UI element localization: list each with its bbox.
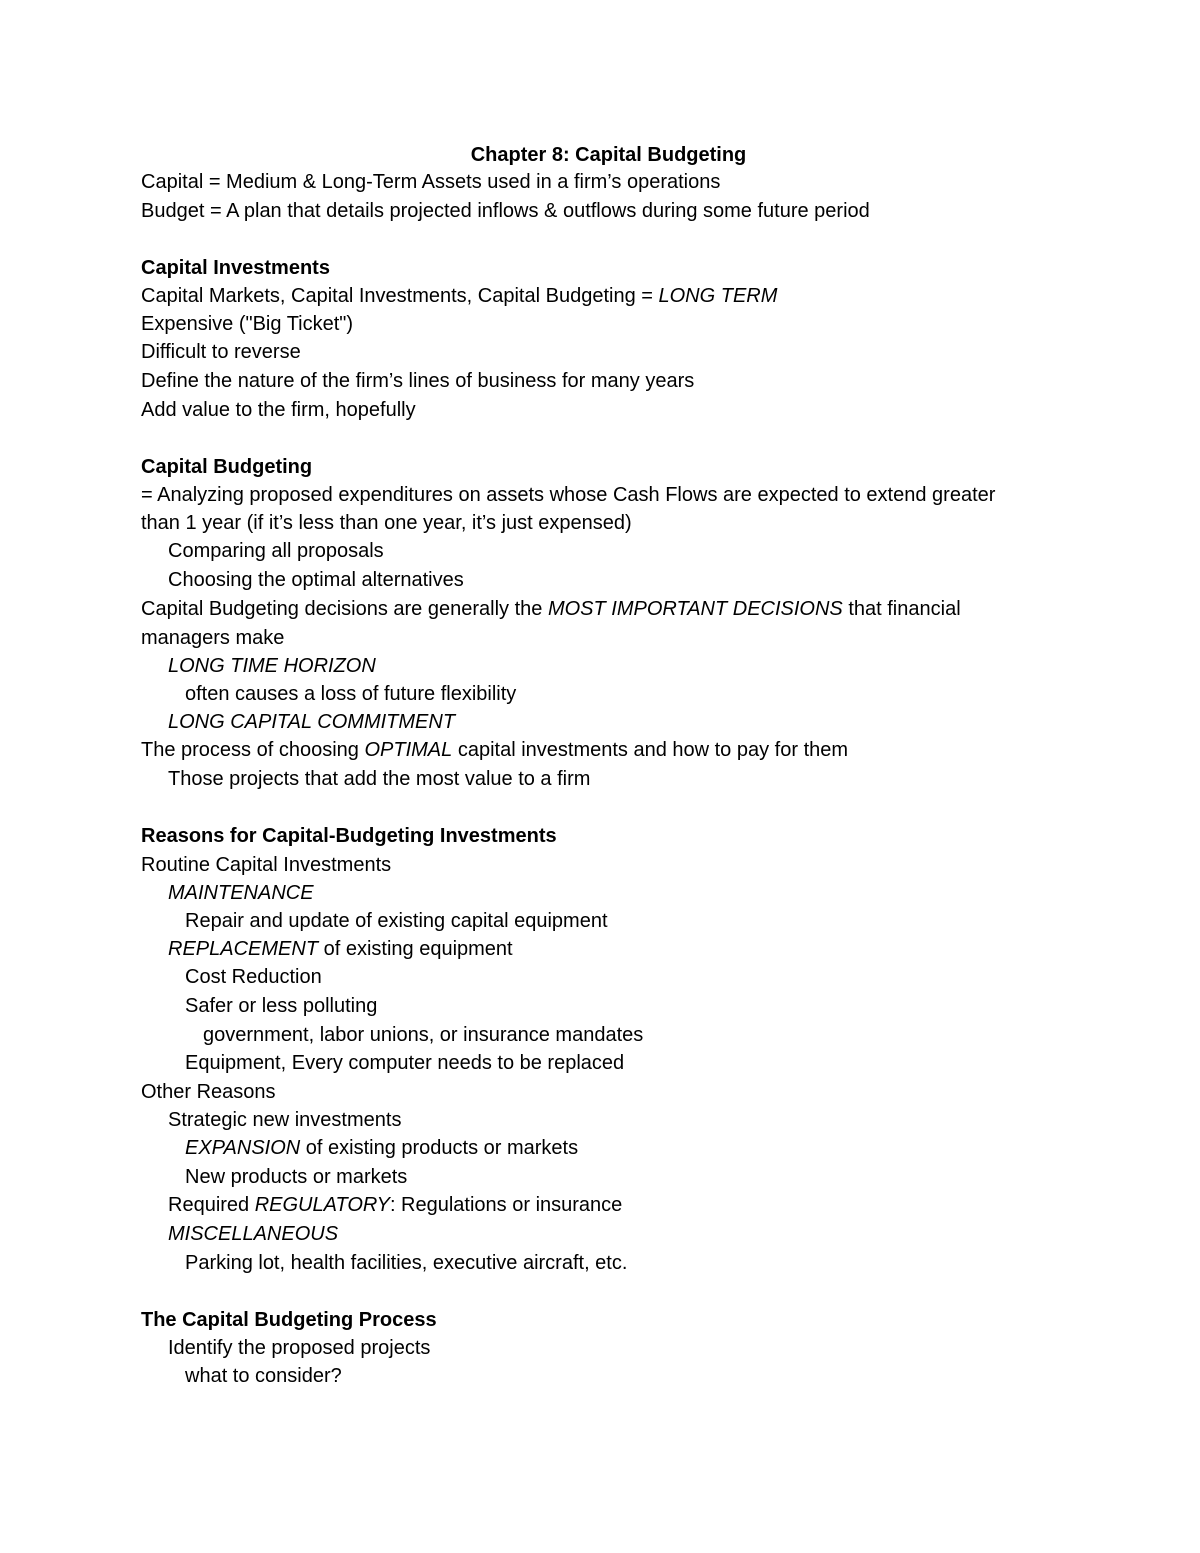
long-term-prefix: Capital Markets, Capital Investments, Capital Budgeting = [141, 285, 659, 307]
add-value-line: Add value to the firm, hopefully [141, 399, 416, 421]
important-decisions-line [141, 595, 961, 623]
important-decisions-prefix: Capital Budgeting decisions are generally the [141, 598, 548, 620]
long-capital-commitment-line [168, 708, 455, 736]
page-title: Chapter 8: Capital Budgeting [470, 144, 747, 166]
miscellaneous-line [168, 1220, 338, 1248]
other-reasons-line: Other Reasons [141, 1081, 276, 1103]
flexibility-loss-line: often causes a loss of future flexibility [185, 683, 517, 705]
choosing-alternatives-line: Choosing the optimal alternatives [168, 569, 464, 591]
expensive-line: Expensive ("Big Ticket") [141, 313, 354, 335]
budgeting-definition-line2: than 1 year (if it’s less than one year, it’s just expensed) [141, 512, 632, 534]
required-regulatory-line [168, 1191, 622, 1219]
section-heading-process: The Capital Budgeting Process [141, 1309, 437, 1331]
required-suffix: : Regulations or insurance [389, 1194, 623, 1216]
replacement-suffix: of existing equipment [318, 938, 513, 960]
expansion-suffix: of existing products or markets [300, 1137, 579, 1159]
process-choosing-line [141, 736, 848, 764]
replacement-line [168, 935, 513, 963]
what-to-consider-line: what to consider? [185, 1365, 342, 1387]
capital-definition: Capital = Medium & Long-Term Assets used in a firm’s operations [141, 171, 721, 193]
strategic-investments-line: Strategic new investments [168, 1109, 402, 1131]
maintenance-line [168, 879, 314, 907]
most-value-line: Those projects that add the most value to a firm [168, 768, 591, 790]
identify-projects-line: Identify the proposed projects [168, 1337, 431, 1359]
cost-reduction-line: Cost Reduction [185, 966, 322, 988]
section-heading-capital-investments: Capital Investments [141, 257, 330, 279]
new-products-line: New products or markets [185, 1166, 408, 1188]
long-term-emphasis: LONG TERM [658, 285, 778, 307]
process-choosing-suffix: capital investments and how to pay for them [452, 739, 849, 761]
section-heading-capital-budgeting: Capital Budgeting [141, 456, 313, 478]
long-capital-commitment-emphasis: LONG CAPITAL COMMITMENT [168, 711, 456, 733]
miscellaneous-emphasis: MISCELLANEOUS [168, 1223, 339, 1245]
process-choosing-emphasis: OPTIMAL [364, 739, 453, 761]
parking-lot-line: Parking lot, health facilities, executive aircraft, etc. [185, 1252, 628, 1274]
budget-definition: Budget = A plan that details projected inflows & outflows during some future period [141, 200, 870, 222]
budgeting-definition-line1: = Analyzing proposed expenditures on assets whose Cash Flows are expected to extend greater [141, 484, 996, 506]
managers-make-line: managers make [141, 627, 285, 649]
long-term-line [141, 282, 777, 310]
safer-polluting-line: Safer or less polluting [185, 995, 378, 1017]
long-time-horizon-line [168, 652, 376, 680]
process-choosing-prefix: The process of choosing [141, 739, 365, 761]
important-decisions-emphasis: MOST IMPORTANT DECISIONS [547, 598, 843, 620]
difficult-line: Difficult to reverse [141, 341, 301, 363]
define-nature-line: Define the nature of the firm’s lines of business for many years [141, 370, 695, 392]
section-heading-reasons: Reasons for Capital-Budgeting Investments [141, 825, 557, 847]
routine-investments-line: Routine Capital Investments [141, 854, 392, 876]
expansion-line [185, 1134, 578, 1162]
mandates-line: government, labor unions, or insurance mandates [203, 1024, 644, 1046]
long-time-horizon-emphasis: LONG TIME HORIZON [168, 655, 376, 677]
important-decisions-suffix: that financial [842, 598, 961, 620]
comparing-proposals-line: Comparing all proposals [168, 540, 384, 562]
regulatory-emphasis: REGULATORY [254, 1194, 390, 1216]
required-prefix: Required [168, 1194, 255, 1216]
repair-update-line: Repair and update of existing capital equipment [185, 910, 608, 932]
equipment-replaced-line: Equipment, Every computer needs to be replaced [185, 1052, 625, 1074]
replacement-emphasis: REPLACEMENT [168, 938, 319, 960]
maintenance-emphasis: MAINTENANCE [168, 882, 314, 904]
expansion-emphasis: EXPANSION [185, 1137, 301, 1159]
